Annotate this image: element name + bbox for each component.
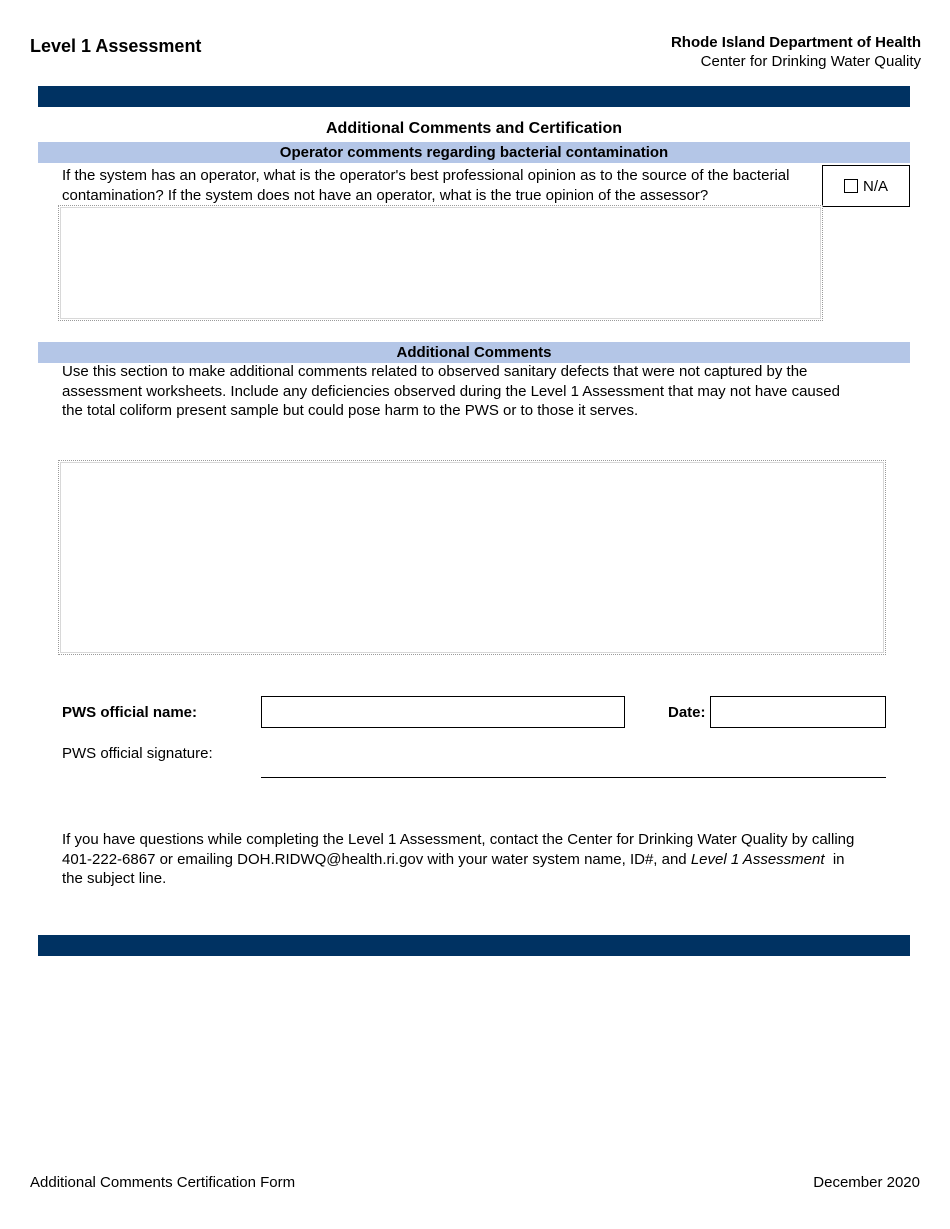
operator-comments-band: Operator comments regarding bacterial contamination <box>38 142 910 163</box>
date-field[interactable] <box>710 696 886 728</box>
footer-form-name: Additional Comments Certification Form <box>30 1174 296 1191</box>
contact-line-2-end: in <box>824 850 845 868</box>
pws-official-signature-label: PWS official signature: <box>62 745 213 762</box>
signature-line[interactable] <box>261 777 886 778</box>
footer-date: December 2020 <box>813 1174 920 1191</box>
na-checkbox-box[interactable] <box>822 165 910 207</box>
contact-line-1: If you have questions while completing the Level 1 Assessment, contact the Center for Drinking Water Quality by calling <box>62 831 855 848</box>
footer-divider-bar <box>38 935 910 956</box>
operator-comments-textarea[interactable] <box>58 205 823 321</box>
section-title: Additional Comments and Certification <box>325 120 622 137</box>
additional-instructions-line-3: the total coliform present sample but could pose harm to the PWS or to those it serves. <box>62 402 639 419</box>
na-checkbox[interactable] <box>844 179 858 193</box>
document-title: Level 1 Assessment <box>30 36 202 56</box>
organization-subtitle: Center for Drinking Water Quality <box>700 53 921 70</box>
contact-line-2 <box>62 850 902 870</box>
na-label: N/A <box>862 177 888 195</box>
contact-line-2-text: 401-222-6867 or emailing DOH.RIDWQ@health.ri.gov with your water system name, ID#, and <box>62 850 691 868</box>
additional-comments-band: Additional Comments <box>38 342 910 363</box>
date-label: Date: <box>668 704 706 721</box>
additional-instructions-line-1: Use this section to make additional comments related to observed sanitary defects that were not captured by the <box>62 363 808 380</box>
contact-line-3: the subject line. <box>62 870 167 887</box>
pws-official-name-field[interactable] <box>261 696 625 728</box>
additional-comments-textarea[interactable] <box>58 460 886 655</box>
operator-question-line-1: If the system has an operator, what is the operator's best professional opinion as to the source of the bacterial <box>62 167 790 184</box>
header-divider-bar <box>38 86 910 107</box>
operator-question-line-2: contamination? If the system does not have an operator, what is the true opinion of the assessor? <box>62 186 709 204</box>
contact-paragraph <box>62 830 902 889</box>
operator-question <box>62 166 789 205</box>
organization-name: Rhode Island Department of Health <box>670 34 921 51</box>
pws-official-name-label: PWS official name: <box>62 704 198 721</box>
contact-line-2-italic: Level 1 Assessment <box>690 850 825 868</box>
additional-instructions-line-2: assessment worksheets. Include any deficiencies observed during the Level 1 Assessment that may not have caused <box>62 382 840 400</box>
additional-comments-instructions <box>62 362 840 421</box>
